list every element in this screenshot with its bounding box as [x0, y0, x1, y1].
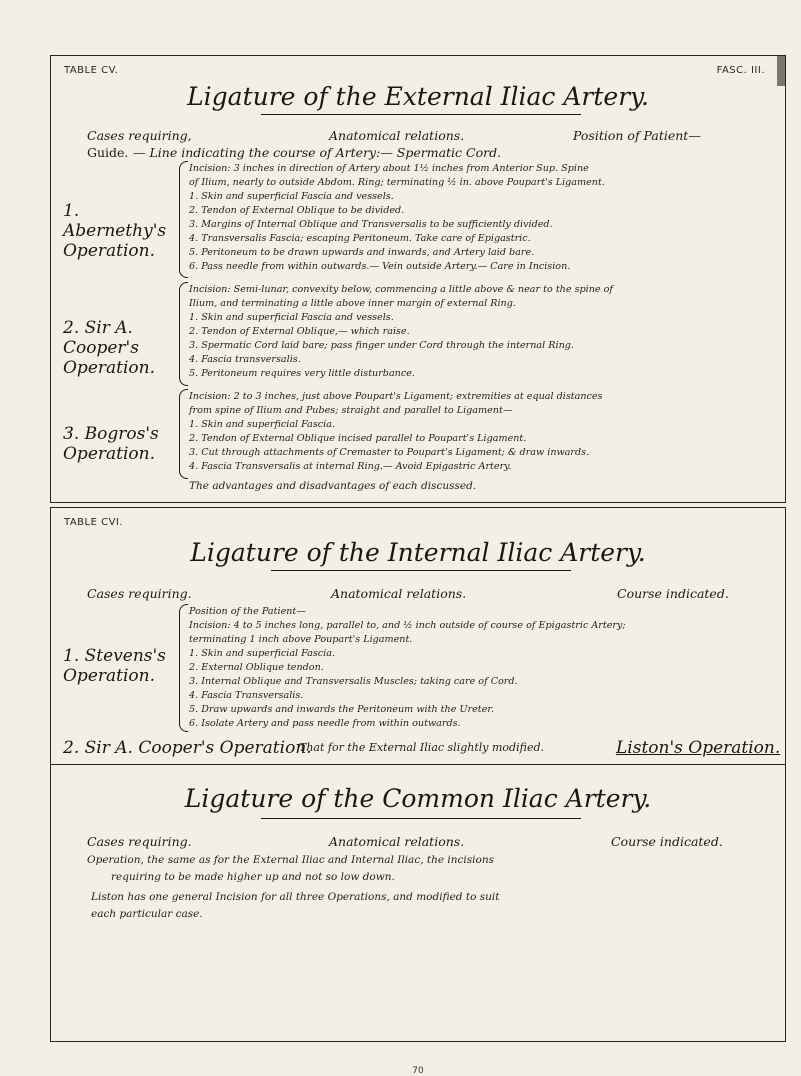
title-underline: [271, 570, 571, 571]
course-indicated-header: Course indicated.: [617, 586, 729, 601]
course-indicated-header: Course indicated.: [611, 834, 723, 849]
operation-name-cooper: 2. Sir A. Cooper's Operation.: [63, 318, 155, 378]
step: 3. Internal Oblique and Transversalis Muscles; taking care of Cord.: [189, 676, 518, 687]
cases-requiring-header: Cases requiring.: [87, 586, 192, 601]
anatomical-relations-header: Anatomical relations.: [329, 834, 465, 849]
step: 1. Skin and superficial Fascia.: [189, 648, 336, 659]
step: Ilium, and terminating a little above inner margin of external Ring.: [189, 298, 516, 309]
step: 1. Skin and superficial Fascia and vessels.: [189, 191, 394, 202]
cooper-internal-note: That for the External Iliac slightly modified.: [299, 741, 544, 754]
table-cv-box: [50, 55, 786, 503]
anatomical-relations-header: Anatomical relations.: [331, 586, 467, 601]
step: terminating 1 inch above Poupart's Ligament.: [189, 634, 413, 645]
step: 2. Tendon of External Oblique incised parallel to Poupart's Ligament.: [189, 433, 527, 444]
step: 2. Tendon of External Oblique,— which raise.: [189, 326, 410, 337]
step: Incision: 3 inches in direction of Artery about 1½ inches from Anterior Sup. Spine: [189, 163, 589, 174]
guide-text: — Line indicating the course of Artery:— Spermatic Cord.: [133, 145, 502, 160]
common-iliac-title: Ligature of the Common Iliac Artery.: [184, 784, 652, 813]
closing-note: The advantages and disadvantages of each discussed.: [189, 480, 477, 492]
liston-operation-label: Liston's Operation.: [616, 738, 781, 758]
step: 6. Pass needle from within outwards.— Vein outside Artery.— Care in Incision.: [189, 261, 571, 272]
operation-name-bogros: 3. Bogros's Operation.: [63, 424, 159, 464]
bracket-bogros: [179, 389, 188, 479]
step: 4. Fascia Transversalis at internal Ring.— Avoid Epigastric Artery.: [189, 461, 512, 472]
operation-name-cooper-internal: 2. Sir A. Cooper's Operation.: [63, 738, 312, 758]
page-number: 70: [412, 1066, 424, 1076]
title-underline: [261, 818, 581, 819]
guide-label: Guide.: [87, 145, 129, 160]
bracket-abernethy: [179, 161, 188, 278]
operation-name-stevens: 1. Stevens's Operation.: [63, 646, 166, 686]
table-cvi-title: Ligature of the Internal Iliac Artery.: [190, 538, 646, 567]
step: 2. Tendon of External Oblique to be divided.: [189, 205, 405, 216]
bracket-stevens: [179, 604, 188, 732]
cases-requiring-header: Cases requiring.: [87, 834, 192, 849]
steps-stevens: [189, 605, 626, 731]
step: 4. Fascia transversalis.: [189, 354, 301, 365]
section-divider: [51, 764, 785, 765]
table-cvi-box: [50, 507, 786, 1042]
step: 2. External Oblique tendon.: [189, 662, 324, 673]
step: 5. Peritoneum requires very little disturbance.: [189, 368, 415, 379]
atlas-page: [50, 55, 786, 1076]
step: 4. Fascia Transversalis.: [189, 690, 304, 701]
step: 3. Spermatic Cord laid bare; pass finger under Cord through the internal Ring.: [189, 340, 574, 351]
step: Incision: Semi-lunar, convexity below, commencing a little above & near to the spine of: [189, 284, 613, 295]
step: Incision: 2 to 3 inches, just above Poupart's Ligament; extremities at equal distances: [189, 391, 603, 402]
steps-cooper: [189, 283, 613, 381]
anatomical-relations-header: Anatomical relations.: [329, 128, 465, 143]
step: 6. Isolate Artery and pass needle from within outwards.: [189, 718, 461, 729]
table-cvi-label: TABLE CVI.: [64, 517, 124, 528]
steps-bogros: [189, 390, 602, 474]
step: of Ilium, nearly to outside Abdom. Ring; terminating ½ in. above Poupart's Ligament.: [189, 177, 605, 188]
table-cv-label: TABLE CV.: [64, 65, 119, 76]
step: 3. Margins of Internal Oblique and Transversalis to be sufficiently divided.: [189, 219, 553, 230]
common-iliac-line: each particular case.: [91, 908, 203, 920]
step: 5. Peritoneum to be drawn upwards and inwards, and Artery laid bare.: [189, 247, 535, 258]
common-iliac-line: requiring to be made higher up and not so low down.: [111, 871, 395, 883]
steps-abernethy: [189, 162, 605, 274]
title-underline: [261, 114, 581, 115]
bracket-cooper: [179, 282, 188, 386]
step: 5. Draw upwards and inwards the Peritoneum with the Ureter.: [189, 704, 494, 715]
step: from spine of Ilium and Pubes; straight and parallel to Ligament—: [189, 405, 513, 416]
table-cv-title: Ligature of the External Iliac Artery.: [187, 82, 649, 111]
step: 3. Cut through attachments of Cremaster to Poupart's Ligament; & draw inwards.: [189, 447, 590, 458]
fascicle-label: FASC. III.: [716, 65, 765, 76]
cases-requiring-header: Cases requiring,: [87, 128, 192, 143]
position-of-patient-header: Position of Patient—: [573, 128, 701, 143]
common-iliac-line: Liston has one general Incision for all three Operations, and modified to suit: [91, 891, 500, 903]
step: 1. Skin and superficial Fascia.: [189, 419, 336, 430]
step: 4. Transversalis Fascia; escaping Peritoneum. Take care of Epigastric.: [189, 233, 531, 244]
step: 1. Skin and superficial Fascia and vessels.: [189, 312, 394, 323]
step: Incision: 4 to 5 inches long, parallel to, and ½ inch outside of course of Epigastric Artery;: [189, 620, 626, 631]
common-iliac-line: Operation, the same as for the External Iliac and Internal Iliac, the incisions: [87, 854, 494, 866]
operation-name-abernethy: 1. Abernethy's Operation.: [63, 201, 167, 261]
step: Position of the Patient—: [189, 606, 306, 617]
